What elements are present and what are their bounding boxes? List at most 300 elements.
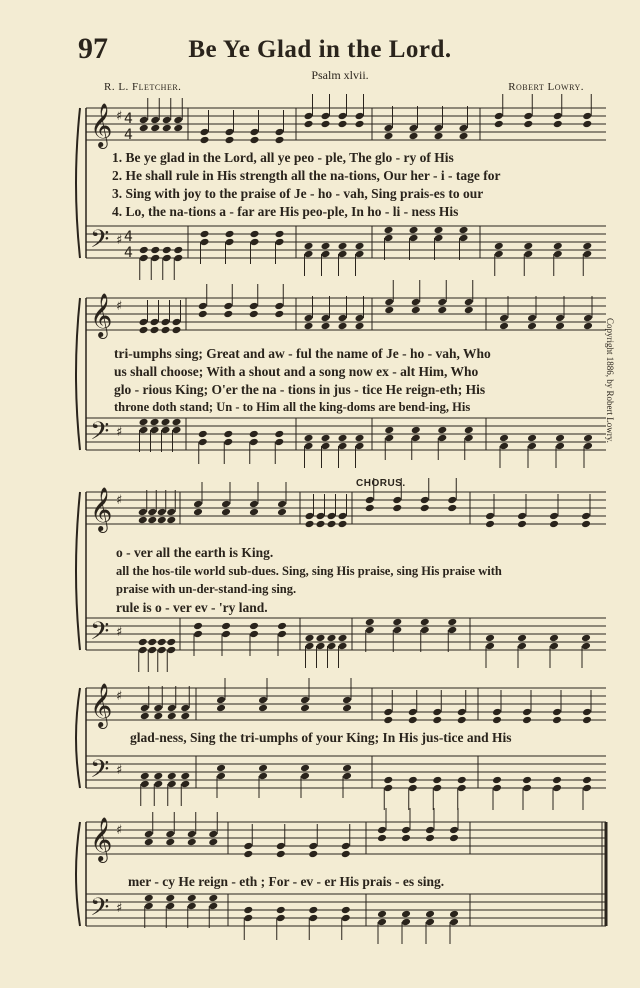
note-head: [300, 772, 310, 781]
copyright-notice: Copyright 1886, by Robert Lowry.: [605, 318, 615, 443]
note-head: [327, 520, 337, 529]
note-head: [492, 784, 502, 793]
note-head: [552, 784, 562, 793]
note-head: [355, 242, 365, 251]
note-head: [198, 310, 208, 319]
note-head: [249, 430, 259, 439]
note-head: [499, 314, 509, 323]
note-head: [581, 512, 591, 521]
note-head: [223, 302, 233, 311]
note-head: [355, 322, 365, 331]
note-head: [139, 116, 149, 125]
note-head: [316, 520, 326, 529]
note-head: [157, 638, 167, 647]
note-head: [425, 826, 435, 835]
note-head: [342, 704, 352, 713]
note-head: [383, 708, 393, 717]
note-head: [276, 850, 286, 859]
bass-clef-icon: 𝄢: [90, 417, 110, 452]
note-head: [153, 712, 163, 721]
note-head: [144, 830, 154, 839]
treble-clef-icon: 𝄞: [90, 683, 113, 727]
note-head: [305, 512, 315, 521]
note-head: [434, 234, 444, 243]
note-head: [338, 120, 348, 129]
note-head: [457, 716, 467, 725]
bass-clef-icon: 𝄢: [90, 225, 110, 260]
note-head: [275, 128, 285, 137]
chorus-label: CHORUS.: [356, 478, 406, 489]
note-head: [305, 642, 315, 651]
note-head: [187, 894, 197, 903]
note-head: [527, 442, 537, 451]
hymn-number: 97: [78, 32, 108, 65]
note-head: [355, 442, 365, 451]
note-head: [425, 834, 435, 843]
note-head: [549, 520, 559, 529]
note-head: [555, 314, 565, 323]
note-head: [582, 708, 592, 717]
note-head: [494, 250, 504, 259]
note-head: [198, 302, 208, 311]
note-head: [327, 512, 337, 521]
composer-credit: Robert Lowry.: [508, 81, 584, 93]
note-head: [277, 508, 287, 517]
note-head: [140, 712, 150, 721]
note-head: [139, 318, 149, 327]
note-head: [377, 910, 387, 919]
note-head: [200, 238, 210, 247]
note-head: [147, 508, 157, 517]
note-head: [180, 780, 190, 789]
note-head: [161, 326, 171, 335]
note-head: [172, 426, 182, 435]
note-head: [200, 230, 210, 239]
note-head: [549, 512, 559, 521]
system-brace: [76, 108, 80, 258]
note-head: [243, 906, 253, 915]
note-head: [144, 838, 154, 847]
note-head: [150, 246, 160, 255]
note-head: [523, 120, 533, 129]
note-head: [157, 646, 167, 655]
note-head: [401, 918, 411, 927]
treble-clef-icon: 𝄞: [90, 293, 113, 337]
lyric-line: praise with un-der-stand-ing sing.: [116, 582, 297, 596]
note-head: [193, 508, 203, 517]
note-head: [173, 246, 183, 255]
note-head: [355, 434, 365, 443]
note-head: [449, 918, 459, 927]
note-head: [457, 708, 467, 717]
note-head: [408, 784, 418, 793]
note-head: [527, 314, 537, 323]
note-head: [321, 434, 331, 443]
note-head: [377, 834, 387, 843]
bass-clef-icon: 𝄢: [90, 893, 110, 928]
note-head: [365, 626, 375, 635]
note-head: [166, 516, 176, 525]
note-head: [193, 500, 203, 509]
treble-clef-icon: 𝄞: [90, 103, 113, 147]
note-head: [304, 322, 314, 331]
note-head: [250, 230, 260, 239]
note-head: [338, 314, 348, 323]
note-head: [522, 784, 532, 793]
note-head: [166, 638, 176, 647]
time-signature-numeral: 4: [124, 229, 133, 245]
note-head: [304, 250, 314, 259]
lyric-line: throne doth stand; Un - to Him all the king-doms are bend-ing, His: [114, 400, 471, 414]
lyric-line: rule is o - ver ev - 'ry land.: [116, 600, 268, 615]
hymn-title: Be Ye Glad in the Lord.: [188, 36, 452, 63]
note-head: [166, 508, 176, 517]
note-head: [338, 520, 348, 529]
note-head: [208, 830, 218, 839]
note-head: [411, 306, 421, 315]
note-head: [583, 434, 593, 443]
note-head: [327, 642, 337, 651]
note-head: [401, 834, 411, 843]
key-signature-sharp-icon: ♯: [116, 233, 123, 248]
note-head: [274, 302, 284, 311]
note-head: [434, 132, 444, 141]
note-head: [341, 906, 351, 915]
note-head: [338, 512, 348, 521]
note-head: [221, 622, 231, 631]
note-head: [392, 496, 402, 505]
note-head: [147, 638, 157, 647]
note-head: [459, 124, 469, 133]
note-head: [392, 626, 402, 635]
note-head: [193, 630, 203, 639]
note-head: [527, 434, 537, 443]
note-head: [308, 850, 318, 859]
note-head: [173, 254, 183, 263]
note-head: [582, 784, 592, 793]
note-head: [384, 234, 394, 243]
note-head: [150, 124, 160, 133]
note-head: [308, 842, 318, 851]
note-head: [304, 242, 314, 251]
note-head: [165, 838, 175, 847]
note-head: [162, 116, 172, 125]
note-head: [150, 326, 160, 335]
note-head: [499, 442, 509, 451]
note-head: [499, 434, 509, 443]
note-head: [180, 704, 190, 713]
note-head: [139, 246, 149, 255]
note-head: [305, 520, 315, 529]
note-head: [355, 120, 365, 129]
note-head: [464, 306, 474, 315]
note-head: [161, 418, 171, 427]
note-head: [258, 704, 268, 713]
note-head: [249, 438, 259, 447]
note-head: [447, 504, 457, 513]
note-head: [437, 426, 447, 435]
note-head: [139, 426, 149, 435]
note-head: [342, 772, 352, 781]
note-head: [377, 826, 387, 835]
note-head: [409, 124, 419, 133]
note-head: [582, 776, 592, 785]
note-head: [216, 696, 226, 705]
note-head: [161, 426, 171, 435]
note-head: [408, 716, 418, 725]
note-head: [277, 622, 287, 631]
note-head: [249, 302, 259, 311]
scripture-reference: Psalm xlvii.: [311, 68, 369, 82]
note-head: [447, 618, 457, 627]
lyric-line: glad-ness, Sing the tri-umphs of your King; In His jus-tice and His: [130, 730, 512, 745]
note-head: [437, 434, 447, 443]
key-signature-sharp-icon: ♯: [116, 689, 123, 704]
note-head: [304, 442, 314, 451]
time-signature-numeral: 4: [124, 111, 133, 127]
note-head: [221, 630, 231, 639]
note-head: [304, 434, 314, 443]
note-head: [193, 622, 203, 631]
note-head: [581, 642, 591, 651]
note-head: [172, 418, 182, 427]
note-head: [384, 426, 394, 435]
system-brace: [76, 298, 80, 450]
note-head: [225, 136, 235, 145]
note-head: [165, 894, 175, 903]
note-head: [383, 784, 393, 793]
note-head: [384, 124, 394, 133]
lyric-line: 2. He shall rule in His strength all the na-tions, Our her - i - tage for: [112, 168, 501, 183]
note-head: [355, 250, 365, 259]
note-head: [316, 512, 326, 521]
note-head: [276, 842, 286, 851]
note-head: [172, 326, 182, 335]
note-head: [581, 520, 591, 529]
note-head: [522, 716, 532, 725]
note-head: [459, 234, 469, 243]
note-head: [457, 784, 467, 793]
note-head: [338, 634, 348, 643]
note-head: [411, 434, 421, 443]
treble-clef-icon: 𝄞: [90, 817, 113, 861]
note-head: [420, 626, 430, 635]
note-head: [258, 696, 268, 705]
note-head: [365, 504, 375, 513]
note-head: [198, 430, 208, 439]
note-head: [321, 120, 331, 129]
note-head: [338, 250, 348, 259]
note-head: [139, 418, 149, 427]
note-head: [338, 242, 348, 251]
note-head: [384, 132, 394, 141]
note-head: [249, 500, 259, 509]
note-head: [172, 318, 182, 327]
note-head: [392, 618, 402, 627]
key-signature-sharp-icon: ♯: [116, 299, 123, 314]
note-head: [243, 914, 253, 923]
note-head: [392, 504, 402, 513]
note-head: [434, 226, 444, 235]
note-head: [555, 322, 565, 331]
note-head: [208, 894, 218, 903]
key-signature-sharp-icon: ♯: [116, 493, 123, 508]
note-head: [449, 910, 459, 919]
note-head: [147, 516, 157, 525]
note-head: [275, 238, 285, 247]
note-head: [494, 112, 504, 121]
note-head: [432, 716, 442, 725]
lyric-line: 3. Sing with joy to the praise of Je - ho - vah, Sing prais-es to our: [112, 186, 484, 201]
note-head: [420, 618, 430, 627]
note-head: [166, 646, 176, 655]
key-signature-sharp-icon: ♯: [116, 763, 123, 778]
note-head: [464, 426, 474, 435]
note-head: [383, 776, 393, 785]
note-head: [140, 772, 150, 781]
note-head: [150, 418, 160, 427]
note-head: [216, 772, 226, 781]
note-head: [308, 906, 318, 915]
note-head: [305, 634, 315, 643]
note-head: [167, 712, 177, 721]
note-head: [187, 838, 197, 847]
note-head: [276, 914, 286, 923]
note-head: [321, 242, 331, 251]
note-head: [549, 634, 559, 643]
note-head: [138, 516, 148, 525]
note-head: [250, 238, 260, 247]
note-head: [304, 112, 314, 121]
key-signature-sharp-icon: ♯: [116, 625, 123, 640]
note-head: [200, 128, 210, 137]
note-head: [365, 618, 375, 627]
note-head: [384, 306, 394, 315]
note-head: [150, 426, 160, 435]
note-head: [161, 318, 171, 327]
note-head: [582, 112, 592, 121]
note-head: [523, 242, 533, 251]
note-head: [275, 136, 285, 145]
bass-clef-icon: 𝄢: [90, 755, 110, 790]
note-head: [167, 704, 177, 713]
note-head: [523, 250, 533, 259]
note-head: [555, 442, 565, 451]
note-head: [552, 708, 562, 717]
note-head: [208, 838, 218, 847]
note-head: [437, 298, 447, 307]
note-head: [277, 630, 287, 639]
note-head: [485, 512, 495, 521]
note-head: [494, 242, 504, 251]
note-head: [138, 646, 148, 655]
note-head: [250, 128, 260, 137]
note-head: [249, 508, 259, 517]
note-head: [434, 124, 444, 133]
note-head: [582, 716, 592, 725]
note-head: [173, 116, 183, 125]
note-head: [162, 124, 172, 133]
note-head: [553, 250, 563, 259]
lyric-line: 4. Lo, the na-tions a - far are His peo-ple, In ho - li - ness His: [112, 204, 459, 219]
note-head: [144, 902, 154, 911]
note-head: [432, 784, 442, 793]
note-head: [304, 120, 314, 129]
note-head: [173, 124, 183, 133]
note-head: [221, 500, 231, 509]
note-head: [223, 430, 233, 439]
note-head: [457, 776, 467, 785]
note-head: [437, 306, 447, 315]
note-head: [409, 226, 419, 235]
note-head: [411, 426, 421, 435]
note-head: [180, 712, 190, 721]
note-head: [549, 642, 559, 651]
note-head: [150, 116, 160, 125]
note-head: [187, 830, 197, 839]
lyric-line: 1. Be ye glad in the Lord, all ye peo - ple, The glo - ry of His: [112, 150, 454, 165]
note-head: [553, 112, 563, 121]
key-signature-sharp-icon: ♯: [116, 109, 123, 124]
note-head: [243, 842, 253, 851]
note-head: [517, 512, 527, 521]
time-signature-numeral: 4: [124, 127, 133, 143]
note-head: [144, 894, 154, 903]
note-head: [523, 112, 533, 121]
note-head: [408, 708, 418, 717]
note-head: [459, 226, 469, 235]
note-head: [555, 434, 565, 443]
note-head: [225, 128, 235, 137]
note-head: [225, 238, 235, 247]
note-head: [304, 314, 314, 323]
note-head: [187, 902, 197, 911]
note-head: [432, 708, 442, 717]
note-head: [338, 112, 348, 121]
note-head: [277, 500, 287, 509]
note-head: [552, 776, 562, 785]
note-head: [464, 298, 474, 307]
note-head: [517, 642, 527, 651]
note-head: [258, 764, 268, 773]
note-head: [447, 496, 457, 505]
treble-clef-icon: 𝄞: [90, 487, 113, 531]
note-head: [492, 716, 502, 725]
note-head: [447, 626, 457, 635]
note-head: [408, 776, 418, 785]
note-head: [165, 902, 175, 911]
note-head: [522, 708, 532, 717]
time-signature-numeral: 4: [124, 245, 133, 261]
note-head: [180, 772, 190, 781]
note-head: [342, 764, 352, 773]
note-head: [517, 520, 527, 529]
note-head: [341, 914, 351, 923]
note-head: [365, 496, 375, 505]
note-head: [249, 630, 259, 639]
note-head: [276, 906, 286, 915]
note-head: [221, 508, 231, 517]
note-head: [165, 830, 175, 839]
note-head: [321, 442, 331, 451]
note-head: [140, 704, 150, 713]
note-head: [249, 310, 259, 319]
note-head: [425, 918, 435, 927]
note-head: [338, 642, 348, 651]
note-head: [485, 642, 495, 651]
note-head: [308, 914, 318, 923]
note-head: [223, 310, 233, 319]
